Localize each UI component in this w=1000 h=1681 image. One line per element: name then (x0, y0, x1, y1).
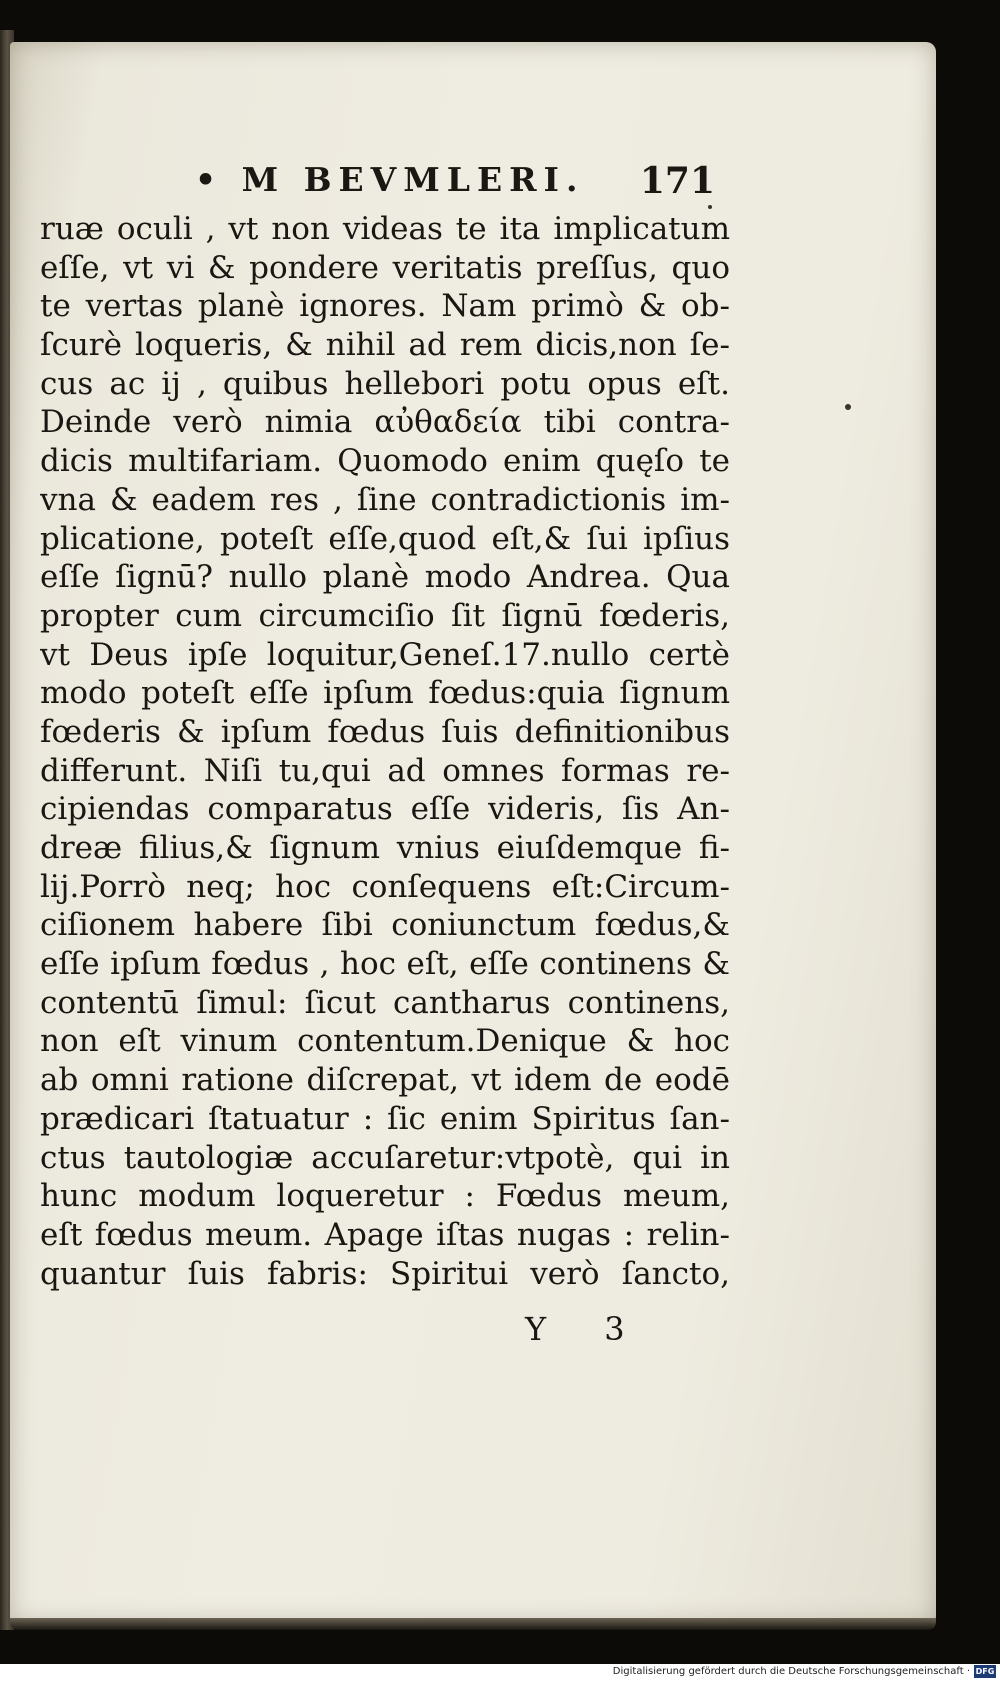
text-line: ruæ oculi , vt non videas te ita implicatum (40, 211, 730, 247)
text-line: propter cum circumciſio ſit ſignū fœderis, (40, 597, 730, 634)
text-line: ab omni ratione diſcrepat, vt idem de eodē (40, 1062, 730, 1099)
text-line: eſſe ſignū? nullo planè modo Andrea. Qua (40, 559, 730, 596)
text-line: modo poteſt eſſe ipſum fœdus:quia ſignum (40, 675, 730, 712)
ink-speck (845, 404, 851, 410)
text-line: ciſionem habere ſibi coniunctum fœdus,& (40, 907, 730, 944)
signature-mark: Y 3 (525, 1310, 649, 1348)
text-line: ctus tautologiæ accuſaretur:vtpotè, qui in (40, 1139, 730, 1176)
page-number: 171 (639, 160, 715, 202)
text-line: vt Deus ipſe loquitur,Geneſ.17.nullo certè (40, 636, 730, 673)
running-head-title: • M BEVMLERI. (195, 160, 585, 199)
text-line: non eſt vinum contentum.Denique & hoc (40, 1023, 730, 1060)
body-text (40, 210, 730, 1293)
text-line: Deinde verò nimia αὐθαδεία tibi contra- (40, 404, 730, 441)
text-line: contentū ſimul: ſicut cantharus continens, (40, 984, 730, 1021)
text-line: dicis multifariam. Quomodo enim quęſo te (40, 443, 730, 480)
text-line: hunc modum loqueretur : Fœdus meum, (40, 1178, 730, 1215)
running-head (195, 160, 715, 210)
text-line: eſſe, vt vi & pondere veritatis preſſus, quo (40, 249, 730, 286)
text-line: prædicari ſtatuatur : ſic enim Spiritus ſan- (40, 1100, 730, 1137)
text-line: dreæ filius,& ſignum vnius eiuſdemque fi- (40, 830, 730, 866)
text-line: eſſe ipſum fœdus , hoc eſt, eſſe continens & (40, 946, 730, 983)
footer-bar (0, 1664, 1000, 1681)
text-line: fœderis & ipſum fœdus ſuis definitionibus (40, 713, 730, 750)
text-line: plicatione, poteſt eſſe,quod eſt,& ſui ipſius (40, 520, 730, 557)
text-line: ſcurè loqueris, & nihil ad rem dicis,non ſe- (40, 327, 730, 364)
text-line: te vertas planè ignores. Nam primò & ob- (40, 288, 730, 325)
text-line: lij.Porrò neq; hoc conſequens eſt:Circum- (40, 868, 730, 905)
funding-credit[interactable]: Digitalisierung gefördert durch die Deutsche Forschungsgemeinschaft · (612, 1666, 970, 1677)
dfg-logo-icon[interactable]: DFG (975, 1667, 995, 1676)
text-line: cipiendas comparatus eſſe videris, ſis An- (40, 791, 730, 828)
text-line: quantur ſuis fabris: Spiritui verò ſancto, (40, 1255, 730, 1292)
text-line: vna & eadem res , ſine contradictionis im- (40, 481, 730, 518)
page-bottom-edge (10, 1618, 936, 1630)
text-line: cus ac ij , quibus hellebori potu opus eſt. (40, 365, 730, 402)
text-line: differunt. Niſi tu,qui ad omnes formas re- (40, 752, 730, 789)
text-line: eſt fœdus meum. Apage iſtas nugas : relin- (40, 1216, 730, 1253)
